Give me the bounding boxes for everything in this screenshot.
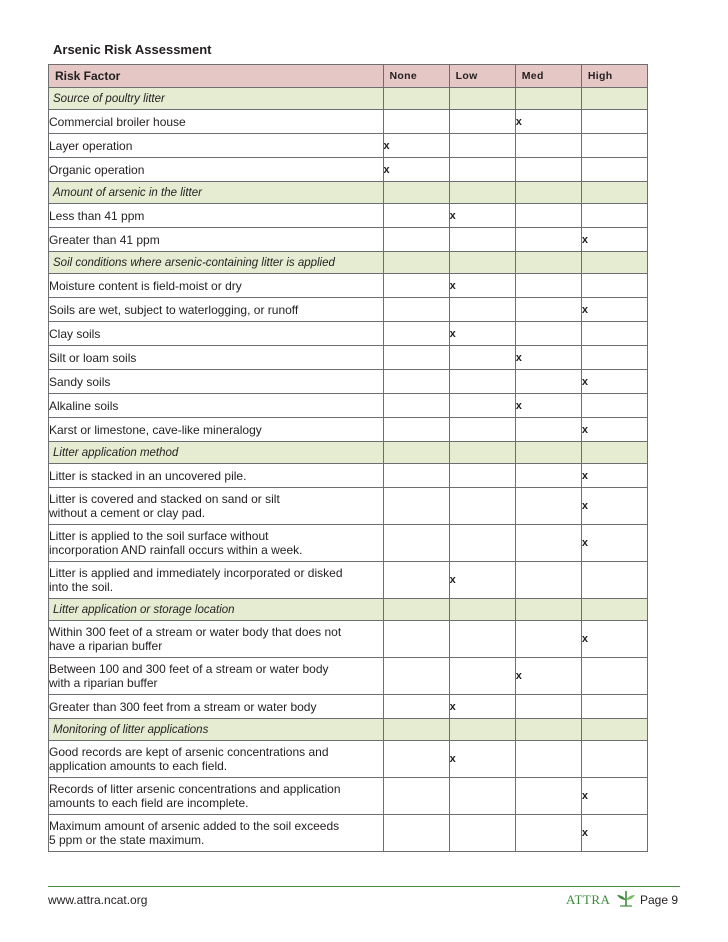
table-row	[49, 346, 648, 370]
empty-cell	[515, 562, 581, 599]
table-row	[49, 204, 648, 228]
risk-item-label: Soils are wet, subject to waterlogging, or runoff	[49, 298, 384, 322]
risk-mark-low: x	[449, 274, 515, 298]
table-row	[49, 418, 648, 442]
risk-item-label: Commercial broiler house	[49, 110, 384, 134]
footer-brand: ATTRA	[566, 892, 611, 907]
category-empty-cell	[581, 88, 647, 110]
table-row	[49, 464, 648, 488]
empty-cell	[581, 158, 647, 182]
risk-item-label: Litter is covered and stacked on sand or silt without a cement or clay pad.	[49, 488, 384, 525]
category-empty-cell	[449, 182, 515, 204]
empty-cell	[449, 110, 515, 134]
risk-item-label: Silt or loam soils	[49, 346, 384, 370]
risk-mark-none: x	[383, 158, 449, 182]
page-number: Page 9	[640, 893, 679, 907]
category-empty-cell	[383, 88, 449, 110]
category-empty-cell	[515, 252, 581, 274]
empty-cell	[515, 228, 581, 252]
empty-cell	[515, 525, 581, 562]
category-empty-cell	[581, 442, 647, 464]
risk-mark-high: x	[581, 778, 647, 815]
risk-mark-high: x	[581, 815, 647, 852]
category-label: Source of poultry litter	[49, 88, 384, 110]
risk-mark-med: x	[515, 110, 581, 134]
risk-mark-med: x	[515, 394, 581, 418]
empty-cell	[449, 228, 515, 252]
risk-mark-high: x	[581, 298, 647, 322]
empty-cell	[515, 134, 581, 158]
risk-item-label: Moisture content is field-moist or dry	[49, 274, 384, 298]
table-row	[49, 110, 648, 134]
empty-cell	[449, 525, 515, 562]
header-none: None	[383, 65, 449, 88]
category-empty-cell	[449, 599, 515, 621]
risk-item-label: Less than 41 ppm	[49, 204, 384, 228]
empty-cell	[449, 658, 515, 695]
risk-item-label: Karst or limestone, cave-like mineralogy	[49, 418, 384, 442]
category-row	[49, 182, 648, 204]
empty-cell	[383, 394, 449, 418]
empty-cell	[383, 621, 449, 658]
risk-mark-high: x	[581, 464, 647, 488]
category-row	[49, 719, 648, 741]
empty-cell	[449, 370, 515, 394]
header-risk-factor: Risk Factor	[49, 65, 384, 88]
category-empty-cell	[581, 599, 647, 621]
empty-cell	[449, 158, 515, 182]
risk-mark-high: x	[581, 370, 647, 394]
empty-cell	[515, 815, 581, 852]
category-empty-cell	[383, 599, 449, 621]
table-row	[49, 741, 648, 778]
empty-cell	[515, 370, 581, 394]
category-empty-cell	[383, 252, 449, 274]
category-row	[49, 252, 648, 274]
empty-cell	[449, 134, 515, 158]
table-row	[49, 322, 648, 346]
empty-cell	[449, 298, 515, 322]
empty-cell	[383, 228, 449, 252]
risk-item-label: Litter is stacked in an uncovered pile.	[49, 464, 384, 488]
risk-item-label: Records of litter arsenic concentrations and application amounts to each field are incomplete.	[49, 778, 384, 815]
empty-cell	[383, 464, 449, 488]
category-empty-cell	[449, 719, 515, 741]
empty-cell	[581, 274, 647, 298]
empty-cell	[449, 418, 515, 442]
header-low: Low	[449, 65, 515, 88]
category-empty-cell	[581, 719, 647, 741]
empty-cell	[515, 204, 581, 228]
empty-cell	[515, 741, 581, 778]
empty-cell	[383, 488, 449, 525]
table-row	[49, 695, 648, 719]
category-label: Monitoring of litter applications	[49, 719, 384, 741]
risk-item-label: Within 300 feet of a stream or water body that does not have a riparian buffer	[49, 621, 384, 658]
risk-mark-high: x	[581, 488, 647, 525]
empty-cell	[581, 394, 647, 418]
empty-cell	[449, 394, 515, 418]
category-empty-cell	[383, 719, 449, 741]
risk-mark-high: x	[581, 418, 647, 442]
risk-mark-low: x	[449, 562, 515, 599]
empty-cell	[383, 815, 449, 852]
risk-item-label: Good records are kept of arsenic concentrations and application amounts to each field.	[49, 741, 384, 778]
empty-cell	[449, 488, 515, 525]
empty-cell	[581, 134, 647, 158]
risk-item-label: Clay soils	[49, 322, 384, 346]
empty-cell	[383, 370, 449, 394]
footer-divider	[48, 886, 680, 887]
empty-cell	[383, 322, 449, 346]
empty-cell	[383, 346, 449, 370]
table-row	[49, 298, 648, 322]
table-row	[49, 228, 648, 252]
risk-item-label: Alkaline soils	[49, 394, 384, 418]
empty-cell	[383, 695, 449, 719]
table-row	[49, 658, 648, 695]
category-label: Litter application or storage location	[49, 599, 384, 621]
table-row	[49, 778, 648, 815]
empty-cell	[383, 525, 449, 562]
empty-cell	[383, 110, 449, 134]
empty-cell	[515, 464, 581, 488]
risk-item-label: Greater than 300 feet from a stream or water body	[49, 695, 384, 719]
risk-item-label: Greater than 41 ppm	[49, 228, 384, 252]
risk-item-label: Litter is applied to the soil surface without incorporation AND rainfall occurs within a week.	[49, 525, 384, 562]
risk-mark-high: x	[581, 621, 647, 658]
risk-assessment-table	[48, 64, 648, 852]
header-high: High	[581, 65, 647, 88]
category-label: Soil conditions where arsenic-containing litter is applied	[49, 252, 384, 274]
category-row	[49, 599, 648, 621]
table-row	[49, 394, 648, 418]
table-row	[49, 274, 648, 298]
risk-mark-high: x	[581, 228, 647, 252]
empty-cell	[449, 621, 515, 658]
empty-cell	[581, 562, 647, 599]
table-row	[49, 134, 648, 158]
empty-cell	[383, 204, 449, 228]
table-body	[49, 88, 648, 852]
category-label: Litter application method	[49, 442, 384, 464]
empty-cell	[515, 488, 581, 525]
empty-cell	[515, 621, 581, 658]
category-empty-cell	[515, 182, 581, 204]
category-empty-cell	[581, 252, 647, 274]
empty-cell	[449, 778, 515, 815]
risk-item-label: Sandy soils	[49, 370, 384, 394]
table-row	[49, 562, 648, 599]
category-empty-cell	[515, 88, 581, 110]
category-row	[49, 442, 648, 464]
header-med: Med	[515, 65, 581, 88]
empty-cell	[383, 562, 449, 599]
risk-mark-low: x	[449, 695, 515, 719]
empty-cell	[449, 464, 515, 488]
table-row	[49, 525, 648, 562]
category-empty-cell	[449, 88, 515, 110]
category-empty-cell	[515, 719, 581, 741]
risk-mark-none: x	[383, 134, 449, 158]
empty-cell	[581, 741, 647, 778]
empty-cell	[383, 298, 449, 322]
empty-cell	[383, 658, 449, 695]
page-title: Arsenic Risk Assessment	[53, 42, 212, 57]
empty-cell	[383, 418, 449, 442]
category-empty-cell	[383, 442, 449, 464]
empty-cell	[383, 778, 449, 815]
risk-mark-low: x	[449, 741, 515, 778]
empty-cell	[515, 695, 581, 719]
risk-mark-med: x	[515, 346, 581, 370]
empty-cell	[581, 110, 647, 134]
risk-item-label: Litter is applied and immediately incorporated or disked into the soil.	[49, 562, 384, 599]
footer-url: www.attra.ncat.org	[48, 893, 148, 907]
risk-mark-high: x	[581, 525, 647, 562]
empty-cell	[581, 658, 647, 695]
risk-item-label: Organic operation	[49, 158, 384, 182]
table-row	[49, 621, 648, 658]
risk-mark-med: x	[515, 658, 581, 695]
empty-cell	[383, 274, 449, 298]
category-empty-cell	[581, 182, 647, 204]
empty-cell	[515, 274, 581, 298]
empty-cell	[515, 778, 581, 815]
empty-cell	[515, 298, 581, 322]
category-empty-cell	[449, 252, 515, 274]
empty-cell	[581, 204, 647, 228]
risk-item-label: Maximum amount of arsenic added to the soil exceeds 5 ppm or the state maximum.	[49, 815, 384, 852]
empty-cell	[581, 322, 647, 346]
empty-cell	[515, 158, 581, 182]
category-empty-cell	[449, 442, 515, 464]
empty-cell	[581, 346, 647, 370]
empty-cell	[449, 815, 515, 852]
empty-cell	[515, 322, 581, 346]
risk-item-label: Layer operation	[49, 134, 384, 158]
empty-cell	[515, 418, 581, 442]
category-label: Amount of arsenic in the litter	[49, 182, 384, 204]
empty-cell	[449, 346, 515, 370]
empty-cell	[581, 695, 647, 719]
table-row	[49, 488, 648, 525]
risk-item-label: Between 100 and 300 feet of a stream or water body with a riparian buffer	[49, 658, 384, 695]
category-empty-cell	[383, 182, 449, 204]
risk-mark-low: x	[449, 322, 515, 346]
category-empty-cell	[515, 599, 581, 621]
table-header-row	[49, 65, 648, 88]
leaf-logo-icon	[616, 889, 636, 907]
table-row	[49, 370, 648, 394]
empty-cell	[383, 741, 449, 778]
table-row	[49, 815, 648, 852]
risk-mark-low: x	[449, 204, 515, 228]
category-empty-cell	[515, 442, 581, 464]
table-row	[49, 158, 648, 182]
category-row	[49, 88, 648, 110]
